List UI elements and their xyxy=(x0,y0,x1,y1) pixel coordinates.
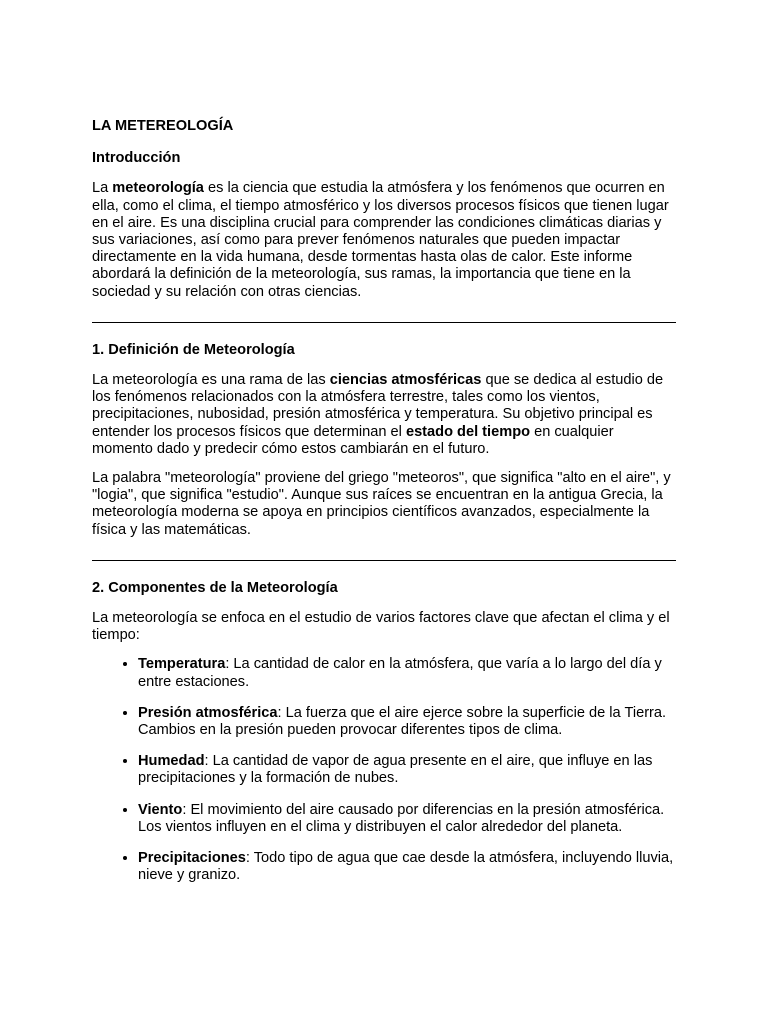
list-item-term: Precipitaciones xyxy=(138,850,246,867)
list-item-term: Presión atmosférica xyxy=(138,704,278,721)
components-list xyxy=(92,656,676,884)
intro-paragraph xyxy=(92,180,676,300)
intro-bold-term: meteorología xyxy=(112,180,204,197)
section-1-paragraph-2: La palabra "meteorología" proviene del griego "meteoros", que significa "alto en el aire", y "logia", que significa "estudio". Aunque sus raíces se encuentran en la antigua Grecia, la meteorología moderna se apoya en principios científicos avanzados, especialmente la física y las matemáticas. xyxy=(92,470,671,538)
section-divider xyxy=(92,322,676,323)
list-item-desc: : La cantidad de vapor de agua presente en el aire, que influye en las precipitaciones y la formación de nubes. xyxy=(138,753,653,787)
list-item xyxy=(138,705,676,739)
list-item xyxy=(138,753,676,787)
intro-heading: Introducción xyxy=(92,150,181,167)
list-item-term: Humedad xyxy=(138,753,205,770)
document-page xyxy=(92,118,676,899)
s1-text-a: La meteorología es una rama de las xyxy=(92,372,330,389)
list-item-desc: : La cantidad de calor en la atmósfera, que varía a lo largo del día y entre estaciones. xyxy=(138,656,662,690)
section-2-intro: La meteorología se enfoca en el estudio de varios factores clave que afectan el clima y el tiempo: xyxy=(92,610,670,644)
section-1-heading: 1. Definición de Meteorología xyxy=(92,341,295,358)
list-item xyxy=(138,850,676,884)
list-item xyxy=(138,656,676,690)
list-item-desc: : El movimiento del aire causado por diferencias en la presión atmosférica. Los vientos influyen en el clima y distribuyen el calor alrededor del planeta. xyxy=(138,801,665,835)
section-divider xyxy=(92,560,676,561)
s1-text-e: en cualquier momento dado y predecir cómo estos cambiarán en el futuro. xyxy=(92,423,614,457)
s1-text-c: que se dedica al estudio de los fenómenos relacionados con la atmósfera terrestre, tales como los vientos, precipitaciones, nubosidad, presión atmosférica y temperatura. Su objetivo principal es entender los procesos físicos que determinan el xyxy=(92,372,664,440)
intro-text-rest: es la ciencia que estudia la atmósfera y los fenómenos que ocurren en ella, como el clima, el tiempo atmosférico y los diversos procesos físicos que tienen lugar en el aire. Es una disciplina crucial para comprender las condiciones climáticas diarias y sus variaciones, así como para prever fenómenos naturales que pueden impactar directamente en la vida humana, desde tormentas hasta olas de calor. Este informe abordará la definición de la meteorología, sus ramas, la importancia que tiene en la sociedad y su relación con otras ciencias. xyxy=(92,180,669,300)
list-item-term: Temperatura xyxy=(138,656,226,673)
list-item-desc: : Todo tipo de agua que cae desde la atmósfera, incluyendo lluvia, nieve y granizo. xyxy=(138,850,674,884)
list-item xyxy=(138,802,676,836)
intro-text-start: La xyxy=(92,180,113,197)
s1-bold-term-2: estado del tiempo xyxy=(405,423,531,440)
s1-bold-term-1: ciencias atmosféricas xyxy=(329,372,482,389)
section-2-heading: 2. Componentes de la Meteorología xyxy=(92,579,338,596)
section-1-paragraph-1 xyxy=(92,372,676,458)
list-item-desc: : La fuerza que el aire ejerce sobre la superficie de la Tierra. Cambios en la presión pueden provocar diferentes tipos de clima. xyxy=(138,704,667,739)
list-item-term: Viento xyxy=(138,801,183,818)
document-title: LA METEREOLOGÍA xyxy=(92,118,234,134)
